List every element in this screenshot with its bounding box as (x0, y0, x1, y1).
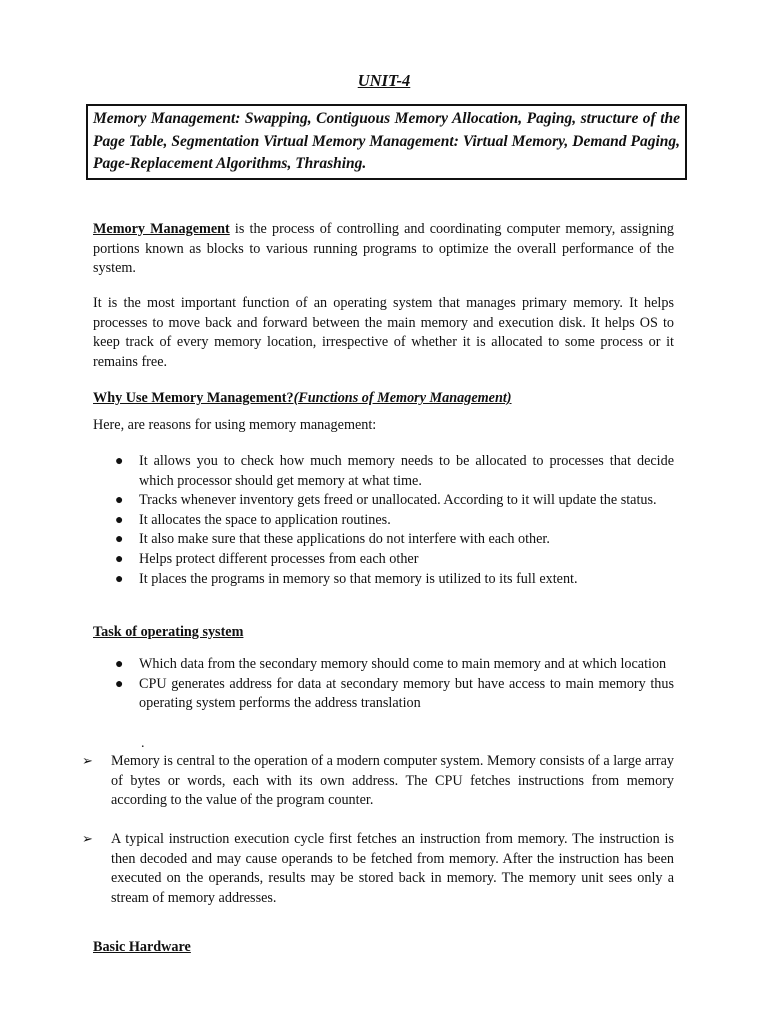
arrow-bullet-icon: ➢ (82, 754, 93, 769)
memory-function-paragraph: It is the most important function of an operating system that manages primary memory. It helps processes to move back and forward between the main memory and execution disk. It helps OS to keep track of every memory location, irrespective of whether it is allocated to some process or it remains free. (93, 295, 674, 370)
task-bullet-list (93, 655, 674, 714)
list-item: ● It allows you to check how much memory needs to be allocated to processes that decide which processor should get memory at what time. (115, 453, 674, 489)
bullet-icon: ● (115, 493, 124, 509)
bullet-icon: ● (115, 532, 124, 548)
bullet-icon: ● (115, 676, 124, 692)
list-item: ● It also make sure that these applications do not interfere with each other. (93, 530, 674, 550)
why-bullet-list (93, 452, 674, 589)
bullet-icon: ● (115, 657, 124, 672)
bullet-icon: ● (115, 512, 124, 528)
topics-box: Memory Management: Swapping, Contiguous Memory Allocation, Paging, structure of the Page Table, Segmentation Virtual Memory Management: Virtual Memory, Demand Paging, Page-Replacement Algorithms, Thrashing. (86, 104, 687, 180)
bullet-icon: ● (115, 551, 124, 567)
list-item: ● It places the programs in memory so that memory is utilized to its full extent. (93, 570, 674, 590)
bullet-icon: ● (115, 454, 124, 469)
intro-term: Memory Management (93, 221, 230, 237)
intro-text: is the process of controlling and coordinating computer memory, assigning portions known as blocks to various running programs to optimize the overall performance of the system. (93, 221, 674, 277)
intro-paragraph (93, 220, 674, 279)
list-item: ● Which data from the secondary memory should come to main memory and at which location (93, 655, 674, 675)
basic-hardware-heading: Basic Hardware (93, 939, 191, 955)
why-heading (93, 390, 512, 407)
task-heading: Task of operating system (93, 624, 244, 640)
stray-period: . (141, 736, 145, 751)
arrow-bullet-icon: ➢ (82, 832, 93, 847)
bullet-icon: ● (115, 571, 124, 587)
why-heading-italic: (Functions of Memory Management) (293, 390, 512, 406)
list-item: ● It allocates the space to application routines. (93, 511, 674, 531)
arrow-list (82, 830, 674, 908)
why-heading-text: Why Use Memory Management? (93, 390, 294, 406)
unit-title: UNIT-4 (357, 71, 411, 90)
list-item: ● Helps protect different processes from each other (93, 550, 674, 570)
list-item: ➢ A typical instruction execution cycle first fetches an instruction from memory. The instruction is then decoded and may cause operands to be fetched from memory. After the instruction has been executed on the operands, results may be stored back in memory. The memory unit sees only a stream of memory addresses. (82, 831, 674, 906)
list-item: ● Tracks whenever inventory gets freed or unallocated. According to it will update the status. (93, 491, 674, 511)
arrow-list (82, 752, 674, 811)
why-lead: Here, are reasons for using memory management: (93, 417, 377, 433)
list-item: ➢ Memory is central to the operation of a modern computer system. Memory consists of a large array of bytes or words, each with its own address. The CPU fetches instructions from memory according to the value of the program counter. (82, 753, 674, 809)
list-item: ● CPU generates address for data at secondary memory but have access to main memory thus operating system performs the address translation (115, 675, 674, 712)
